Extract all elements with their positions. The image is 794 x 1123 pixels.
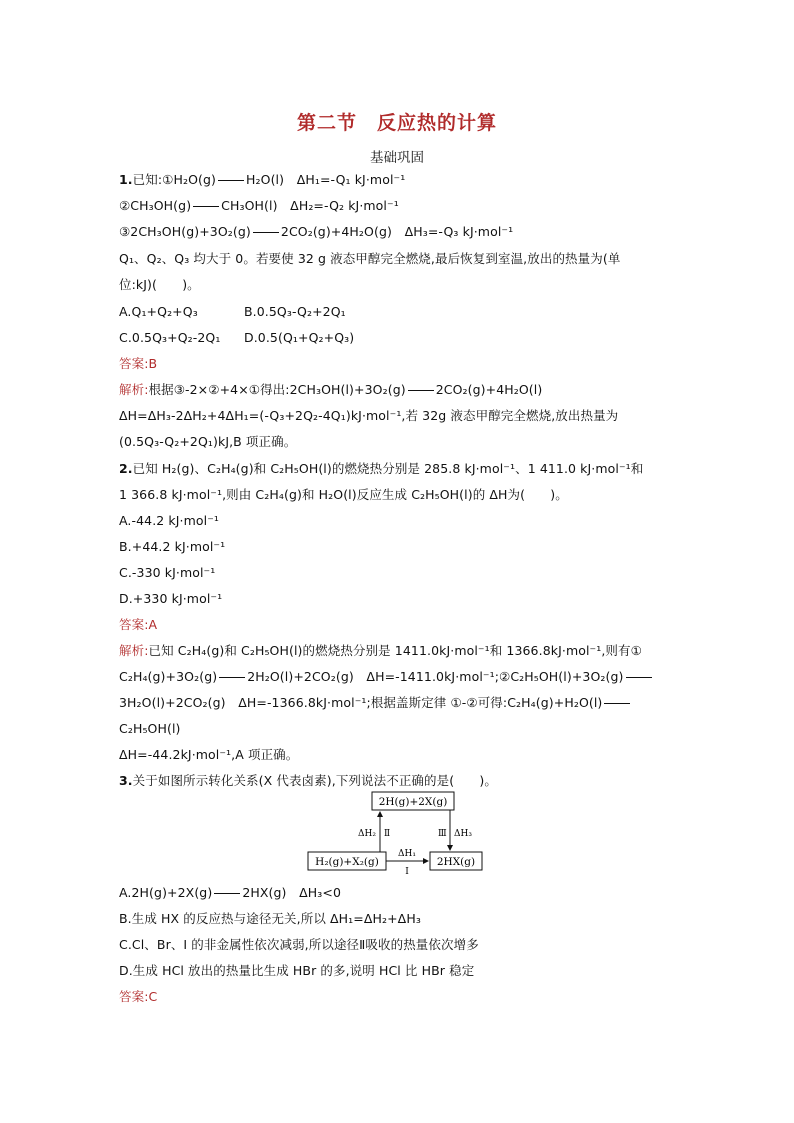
q1-answer: 答案:B (119, 356, 158, 371)
dh2-label: ΔH₂ (358, 829, 376, 839)
q1-option-a: A.Q₁+Q₂+Q₃ (119, 304, 198, 319)
q2-option-c: C.-330 kJ·mol⁻¹ (119, 565, 216, 580)
q1-equation-3: ③2CH₃OH(g)+3O₂(g) 2CO₂(g)+4H₂O(g) ΔH₃=-Q₃ kJ·mol⁻¹ (119, 224, 514, 239)
q1-options-ab (119, 304, 346, 320)
explanation-label: 解析: (119, 382, 149, 397)
q3-number: 3. (119, 773, 133, 788)
q2-explanation-1: 解析:已知 C₂H₄(g)和 C₂H₅OH(l)的燃烧热分别是 1411.0kJ·mol⁻¹和 1366.8kJ·mol⁻¹,则有① (119, 643, 642, 658)
q1-explanation-3: (0.5Q₃-Q₂+2Q₁)kJ,B 项正确。 (119, 434, 297, 449)
right-box-label: 2HX(g) (436, 856, 476, 868)
equals-line (626, 677, 652, 678)
q1-stem: 1.已知:①H₂O(g) H₂O(l) ΔH₁=-Q₁ kJ·mol⁻¹ (119, 172, 406, 187)
q3-text-1: 3.关于如图所示转化关系(X 代表卤素),下列说法不正确的是( )。 (119, 773, 497, 788)
equals-line (218, 180, 244, 181)
route-3-label: Ⅲ (438, 829, 447, 839)
equals-line (219, 677, 245, 678)
q2-explanation-5: ΔH=-44.2kJ·mol⁻¹,A 项正确。 (119, 747, 299, 762)
dh1-label: ΔH₁ (398, 849, 416, 859)
q1-text-1: Q₁、Q₂、Q₃ 均大于 0。若要使 32 g 液态甲醇完全燃烧,最后恢复到室温,放出的热量为(单 (119, 251, 621, 266)
q3-answer: 答案:C (119, 989, 158, 1004)
q1-text-2: 位:kJ)( )。 (119, 277, 200, 292)
q1-option-c: C.0.5Q₃+Q₂-2Q₁ (119, 330, 221, 345)
conversion-diagram (306, 790, 486, 880)
q1-equation-2: ②CH₃OH(g) CH₃OH(l) ΔH₂=-Q₂ kJ·mol⁻¹ (119, 198, 399, 213)
explanation-label: 解析: (119, 643, 149, 658)
equals-line (193, 206, 219, 207)
page-title: 第二节 反应热的计算 (296, 112, 497, 134)
q2-answer: 答案:A (119, 617, 158, 632)
q1-options-cd (119, 330, 354, 346)
q2-text-2: 1 366.8 kJ·mol⁻¹,则由 C₂H₄(g)和 H₂O(l)反应生成 C₂H₅OH(l)的 ΔH为( )。 (119, 487, 568, 502)
dh3-label: ΔH₃ (454, 829, 472, 839)
equals-line (253, 232, 279, 233)
q1-number: 1. (119, 172, 133, 187)
q2-explanation-4: C₂H₅OH(l) (119, 721, 181, 736)
q2-option-b: B.+44.2 kJ·mol⁻¹ (119, 539, 226, 554)
equals-line (214, 893, 240, 894)
equals-line (604, 703, 630, 704)
q1-option-d: D.0.5(Q₁+Q₂+Q₃) (244, 330, 355, 345)
section-heading: 基础巩固 (370, 150, 424, 166)
route-2-label: Ⅱ (384, 829, 391, 839)
q3-option-d: D.生成 HCl 放出的热量比生成 HBr 的多,说明 HCl 比 HBr 稳定 (119, 963, 475, 978)
left-box-label: H₂(g)+X₂(g) (315, 856, 379, 868)
q3-option-b: B.生成 HX 的反应热与途径无关,所以 ΔH₁=ΔH₂+ΔH₃ (119, 911, 421, 926)
q1-explanation-2: ΔH=ΔH₃-2ΔH₂+4ΔH₁=(-Q₃+2Q₂-4Q₁)kJ·mol⁻¹,若 32g 液态甲醇完全燃烧,放出热量为 (119, 408, 619, 423)
equals-line (408, 390, 434, 391)
q2-option-d: D.+330 kJ·mol⁻¹ (119, 591, 223, 606)
q3-option-c: C.Cl、Br、I 的非金属性依次减弱,所以途径Ⅱ吸收的热量依次增多 (119, 937, 479, 952)
q1-explanation-1: 解析:根据③-2×②+4×①得出:2CH₃OH(l)+3O₂(g) 2CO₂(g)+4H₂O(l) (119, 382, 543, 397)
q1-option-b: B.0.5Q₃-Q₂+2Q₁ (244, 304, 346, 319)
q2-explanation-2: C₂H₄(g)+3O₂(g) 2H₂O(l)+2CO₂(g) ΔH=-1411.0kJ·mol⁻¹;②C₂H₅OH(l)+3O₂(g) (119, 669, 654, 685)
q2-option-a: A.-44.2 kJ·mol⁻¹ (119, 513, 220, 528)
q2-number: 2. (119, 461, 133, 476)
top-box-label: 2H(g)+2X(g) (378, 796, 448, 808)
q2-explanation-3: 3H₂O(l)+2CO₂(g) ΔH=-1366.8kJ·mol⁻¹;根据盖斯定律 ①-②可得:C₂H₄(g)+H₂O(l) (119, 695, 632, 711)
q3-option-a: A.2H(g)+2X(g) 2HX(g) ΔH₃<0 (119, 885, 342, 900)
q2-text-1: 2.已知 H₂(g)、C₂H₄(g)和 C₂H₅OH(l)的燃烧热分别是 285.8 kJ·mol⁻¹、1 411.0 kJ·mol⁻¹和 (119, 461, 644, 476)
route-1-label: Ⅰ (405, 867, 409, 877)
